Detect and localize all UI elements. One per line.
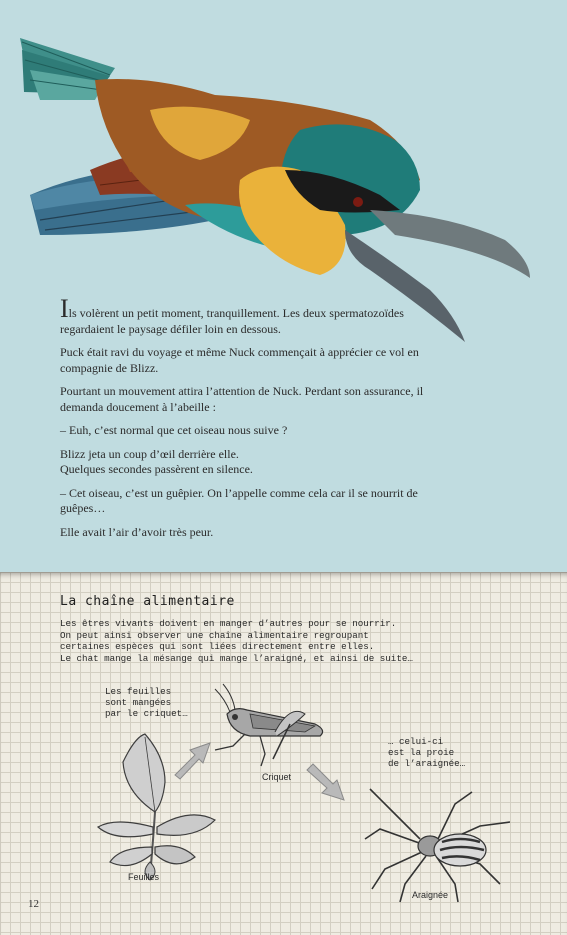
sheet-intro (60, 618, 440, 665)
story-line: Blizz jeta un coup d’œil derrière elle. (60, 446, 239, 461)
story-paragraph: – Cet oiseau, c’est un guêpier. On l’appelle comme cela car il se nourrit de guêpes… (60, 485, 418, 515)
sheet-title: La chaîne alimentaire (60, 594, 235, 609)
drop-cap: I (60, 294, 69, 323)
arrow-icon (304, 762, 349, 804)
note-line: de l’araignée… (388, 758, 466, 769)
intro-line: On peut ainsi observer une chaîne alimentaire regroupant (60, 629, 369, 641)
intro-line: Les êtres vivants doivent en manger d’autres pour se nourrir. (60, 618, 397, 629)
leaves-note (105, 686, 188, 719)
story-paragraph: Puck était ravi du voyage et même Nuck commençait à apprécier ce vol en compagnie de Blizz. (60, 345, 419, 375)
note-line: par le criquet… (105, 708, 188, 719)
bee-eater-bird-icon (0, 20, 567, 330)
story-paragraph: Elle avait l’air d’avoir très peur. (60, 524, 214, 539)
note-line: Les feuilles (105, 686, 172, 697)
story-paragraph: – Euh, c’est normal que cet oiseau nous suive ? (60, 423, 288, 437)
story-line: Quelques secondes passèrent en silence. (60, 462, 253, 476)
intro-line: Le chat mange la mésange qui mange l’araigné, et ainsi de suite… (60, 653, 413, 665)
story-text (60, 294, 425, 548)
page-number: 12 (28, 898, 39, 910)
story-paragraph: Pourtant un mouvement attira l’attention de Nuck. Perdant son assurance, il demanda doucement à l’abeille : (60, 384, 424, 414)
spider-icon (360, 784, 520, 904)
spider-caption: Araignée (412, 890, 449, 900)
note-line: sont mangées (105, 697, 172, 708)
story-paragraph (60, 294, 425, 337)
food-chain-sheet (0, 572, 567, 935)
intro-line: certaines espèces qui sont liées directement entre elles. (60, 641, 375, 653)
note-line: … celui-ci (388, 736, 444, 747)
cricket-icon (205, 684, 330, 769)
spider-note (388, 736, 465, 769)
cricket-caption: Criquet (262, 772, 292, 782)
note-line: est la proie (388, 747, 455, 758)
story-paragraph (60, 447, 425, 478)
leaves-caption: Feuilles (128, 872, 160, 882)
bird-eye (353, 197, 363, 207)
story-paragraph-text: ls volèrent un petit moment, tranquillement. Les deux spermatozoïdes regardaient le paysage défiler loin en dessous. (60, 306, 404, 336)
